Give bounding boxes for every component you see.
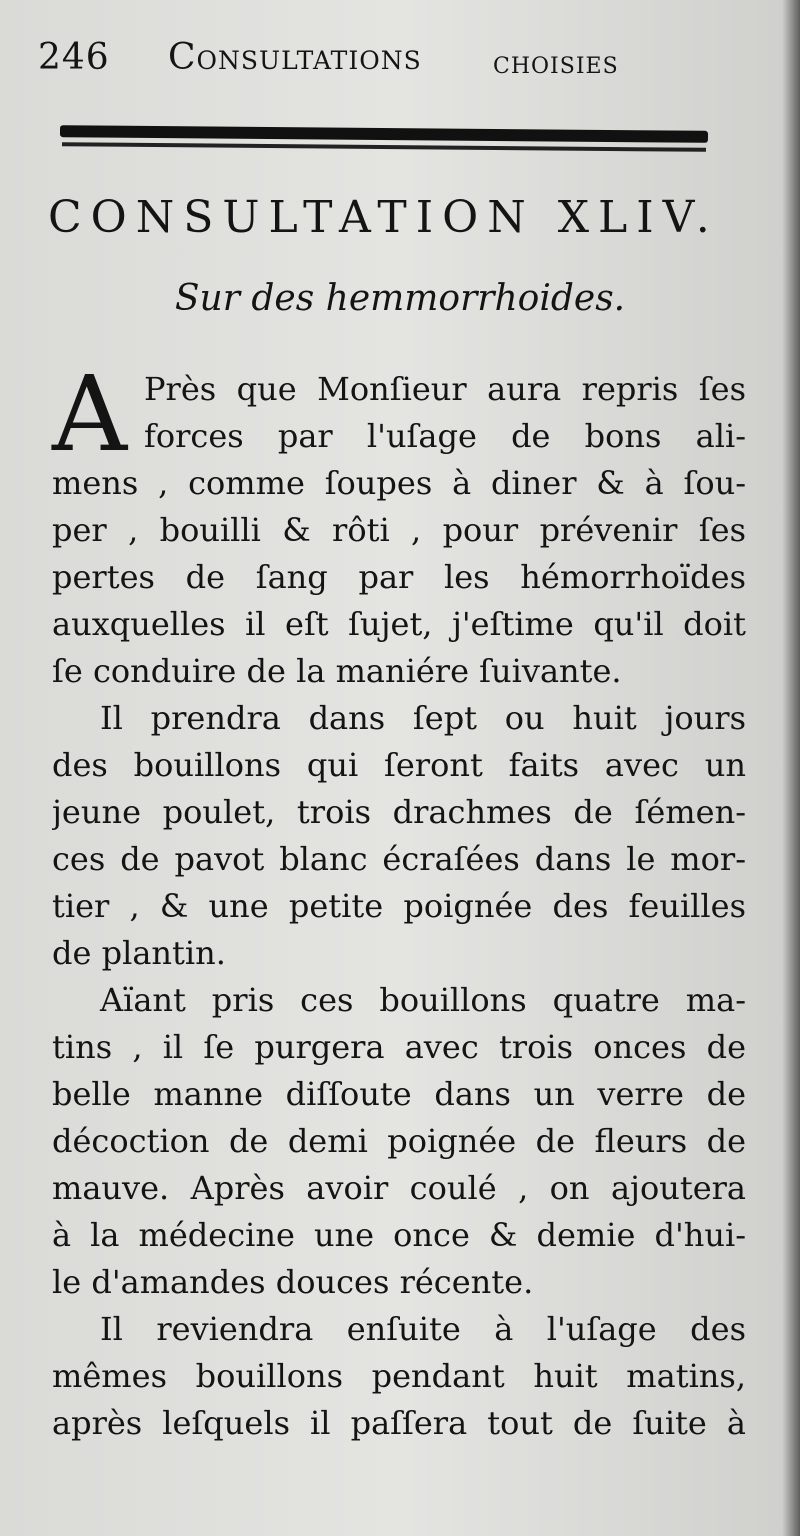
running-title-part2: choisies — [493, 43, 619, 81]
text-line: tier , & une petite poignée des feuilles — [52, 887, 746, 925]
text-line: forces par l'uſage de bons ali- — [144, 417, 746, 455]
text-line: jeune poulet, trois drachmes de ſémen- — [52, 793, 746, 831]
text-line: après leſquels il paſſera tout de ſuite à — [52, 1404, 746, 1442]
text-line: mens , comme ſoupes à diner & à ſou- — [52, 464, 746, 502]
text-line: de plantin. — [52, 934, 226, 972]
text-line: mêmes bouillons pendant huit matins, — [52, 1357, 746, 1395]
drop-cap: A — [52, 353, 128, 475]
ornamental-rule-thin — [62, 142, 706, 152]
text-line: Il reviendra enſuite à l'uſage des — [100, 1310, 746, 1348]
text-line: pertes de ſang par les hémorrhoïdes — [52, 558, 746, 596]
text-line: Près que Monſieur aura repris ſes — [144, 370, 746, 408]
ornamental-rule-thick — [60, 125, 708, 143]
consultation-subtitle: Sur des hemmorrhoides. — [174, 278, 626, 319]
text-line: ces de pavot blanc écraſées dans le mor- — [52, 840, 746, 878]
running-title-part1: Consultations — [168, 37, 422, 78]
text-line: mauve. Après avoir coulé , on ajoutera — [52, 1169, 746, 1207]
text-line: décoction de demi poignée de fleurs de — [52, 1122, 746, 1160]
page-number: 246 — [38, 37, 110, 78]
text-line: per , bouilli & rôti , pour prévenir ſes — [52, 511, 746, 549]
text-line: ſe conduire de la maniére ſuivante. — [52, 652, 622, 690]
consultation-title: CONSULTATION XLIV. — [48, 192, 719, 243]
text-line: Il prendra dans ſept ou huit jours — [100, 699, 746, 737]
text-line: auxquelles il eſt ſujet, j'eſtime qu'il doit — [52, 605, 746, 643]
running-head — [38, 28, 738, 88]
binding-shadow — [782, 0, 800, 1536]
text-line: Aïant pris ces bouillons quatre ma- — [100, 981, 746, 1019]
text-line: le d'amandes douces récente. — [52, 1263, 534, 1301]
text-line: tins , il ſe purgera avec trois onces de — [52, 1028, 746, 1066]
text-line: belle manne diſſoute dans un verre de — [52, 1075, 746, 1113]
text-line: à la médecine une once & demie d'hui- — [52, 1216, 746, 1254]
text-line: des bouillons qui ſeront faits avec un — [52, 746, 746, 784]
body-text — [52, 366, 746, 1447]
